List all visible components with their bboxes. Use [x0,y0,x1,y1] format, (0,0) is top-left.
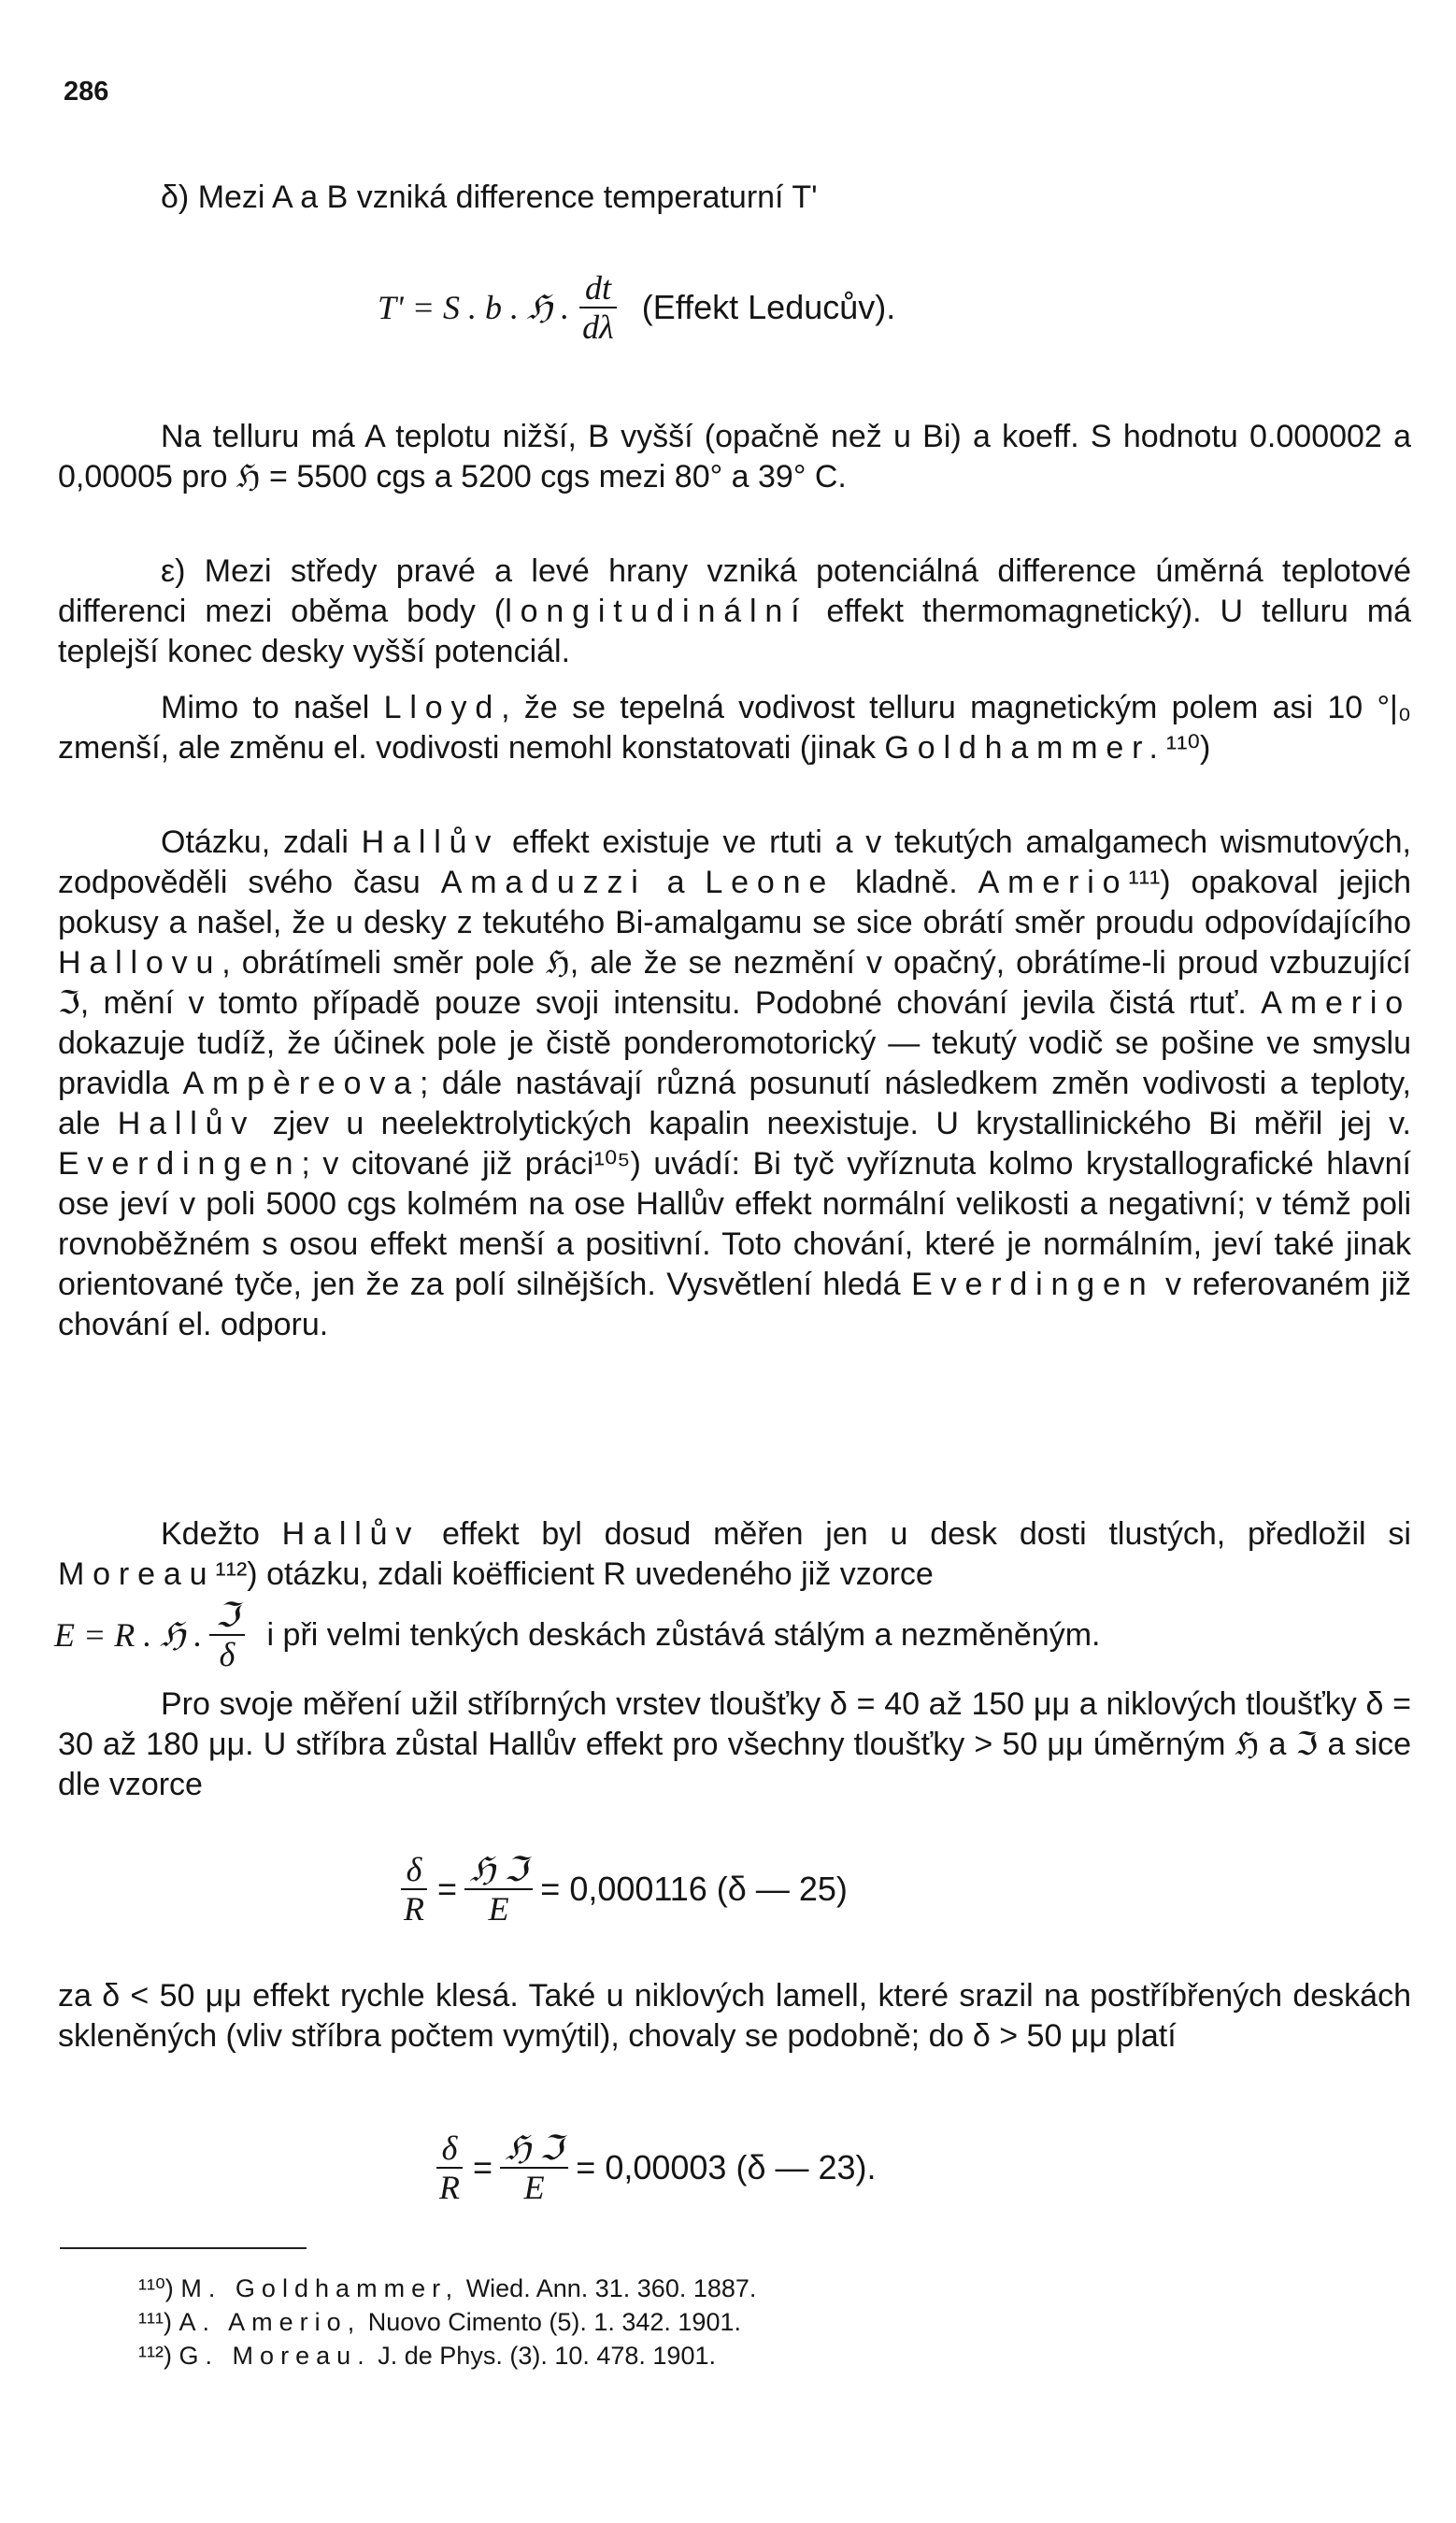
footnote-separator [60,2247,307,2249]
paragraph-nickel: za δ < 50 μμ effekt rychle klesá. Také u niklových lamell, které srazil na postříbřených deskách skleněných (vliv stříbra počtem vymýtil), chovaly se podobně; do δ > 50 μμ platí [58,1978,1411,2054]
paragraph-measurement: Pro svoje měření užil stříbrných vrstev tloušťky δ = 40 až 150 μμ a niklových tloušťky δ = 30 až 180 μμ. U stříbra zůstal Hallův effekt pro všechny tloušťky > 50 μμ úměrným ℌ a ℑ a sice dle vzorce [58,1686,1411,1802]
formula-leduc-label: (Effekt Leducův). [641,288,896,326]
fraction-HJ-E: ℌ ℑ E [500,2129,568,2206]
footnote-112: ¹¹²) G. Moreau. J. de Phys. (3). 10. 478. 1901. [138,2342,716,2370]
paragraph-lloyd: Mimo to našel Lloyd, že se tepelná vodivost telluru magnetickým polem asi 10 °|₀ zmenší, ale změnu el. vodivosti nemohl konstatovati (jinak Goldhammer.¹¹⁰) [58,690,1411,766]
formula-nickel: $\frac{\delta}{R}$ = ℌ ℑ E = 0,00003 (δ — 23). [426,2129,877,2206]
formula-nickel-rhs: = 0,00003 (δ — 23). [576,2148,877,2186]
formula-silver-rhs: = 0,000116 (δ — 25) [540,1870,848,1908]
page-number: 286 [64,77,109,107]
fraction-numerator: dt [579,269,617,308]
footnote-111: ¹¹¹) A. Amerio, Nuovo Cimento (5). 1. 342. 1901. [138,2308,741,2336]
paragraph-hall-mercury: Otázku, zdali Hallův effekt existuje ve rtuti a v tekutých amalgamech wismutových, zodpověděli svého času Amaduzzi a Leone kladně. Amerio¹¹¹) opakoval jejich pokusy a našel, že u desky z tekutého Bi-amalgamu se sice obrátí směr proudu odpovídajícího Hallovu, obrátímeli směr pole ℌ, ale že se nezmění v opačný, obrátíme-li proud vzbuzující ℑ, mění v tomto případě pouze svoji intensitu. Podobné chování jevila čistá rtuť. Amerio dokazuje tudíž, že účinek pole je čistě ponderomotorický — tekutý vodič se pošine ve smyslu pravidla Ampèreova; dále nastávají různá posunutí následkem změn vodivosti a teploty, ale Hallův zjev u neelektrolytických kapalin neexistuje. U krystallinického Bi měřil jej v. Everdingen; v citované již práci¹⁰⁵) uvádí: Bi tyč vyříznuta kolmo krystallografické hlavní ose jeví v poli 5000 cgs kolmém na ose Hallův effekt normální velikosti a negativní; v témž poli rovnoběžném s osou effekt menší a positivní. Toto chování, které je normálním, jeví také jinak orientované tyče, jen že za polí silnějších. Vysvětlení hledá Everdingen v referovaném již chování el. odporu. [58,824,1412,1342]
footnotes [138,2272,756,2372]
formula-E-tail: i při velmi tenkých deskách zůstává stálým a nezměněným. [266,1616,1101,1653]
delta-heading: δ) Mezi A a B vzniká difference temperaturní T' [161,179,818,215]
footnote-110: ¹¹⁰) M. Goldhammer, Wied. Ann. 31. 360. 1887. [138,2274,757,2302]
fraction-HJ-E: ℌ ℑ E [464,1851,533,1928]
formula-E [54,1597,1100,1673]
paragraph-moreau: Kdežto Hallův effekt byl dosud měřen jen u desk dosti tlustých, předložil si Moreau¹¹²) otázku, zdali koëfficient R uvedeného již vzorce [58,1516,1411,1592]
fraction-delta-R: $\frac{\delta}{R}$ [434,2129,465,2206]
fraction-denominator: dλ [582,308,614,346]
fraction-denominator: δ [219,1636,236,1673]
paragraph-epsilon: ε) Mezi středy pravé a levé hrany vzniká potenciálná difference úměrná teplotové differenci mezi oběma body (longitudinální effekt thermomagnetický). U telluru má teplejší konec desky vyšší potenciál. [58,553,1411,669]
formula-E-lhs: E = R . ℌ . [54,1616,203,1654]
paragraph-tellurium: Na telluru má A teplotu nižší, B vyšší (opačně než u Bi) a koeff. S hodnotu 0.000002 a 0,00005 pro ℌ = 5500 cgs a 5200 cgs mezi 80° a 39° C. [58,419,1411,495]
fraction-J-delta [209,1597,244,1673]
fraction-dt-dlambda [577,269,620,346]
fraction-numerator: ℑ [209,1597,244,1636]
fraction-delta-R: $\frac{\delta}{R}$ [398,1851,430,1928]
formula-leduc-lhs: T' = S . b . ℌ . [378,289,570,326]
formula-silver: $\frac{\delta}{R}$ = ℌ ℑ E = 0,000116 (δ — 25) [391,1851,848,1928]
formula-leduc [378,269,895,346]
